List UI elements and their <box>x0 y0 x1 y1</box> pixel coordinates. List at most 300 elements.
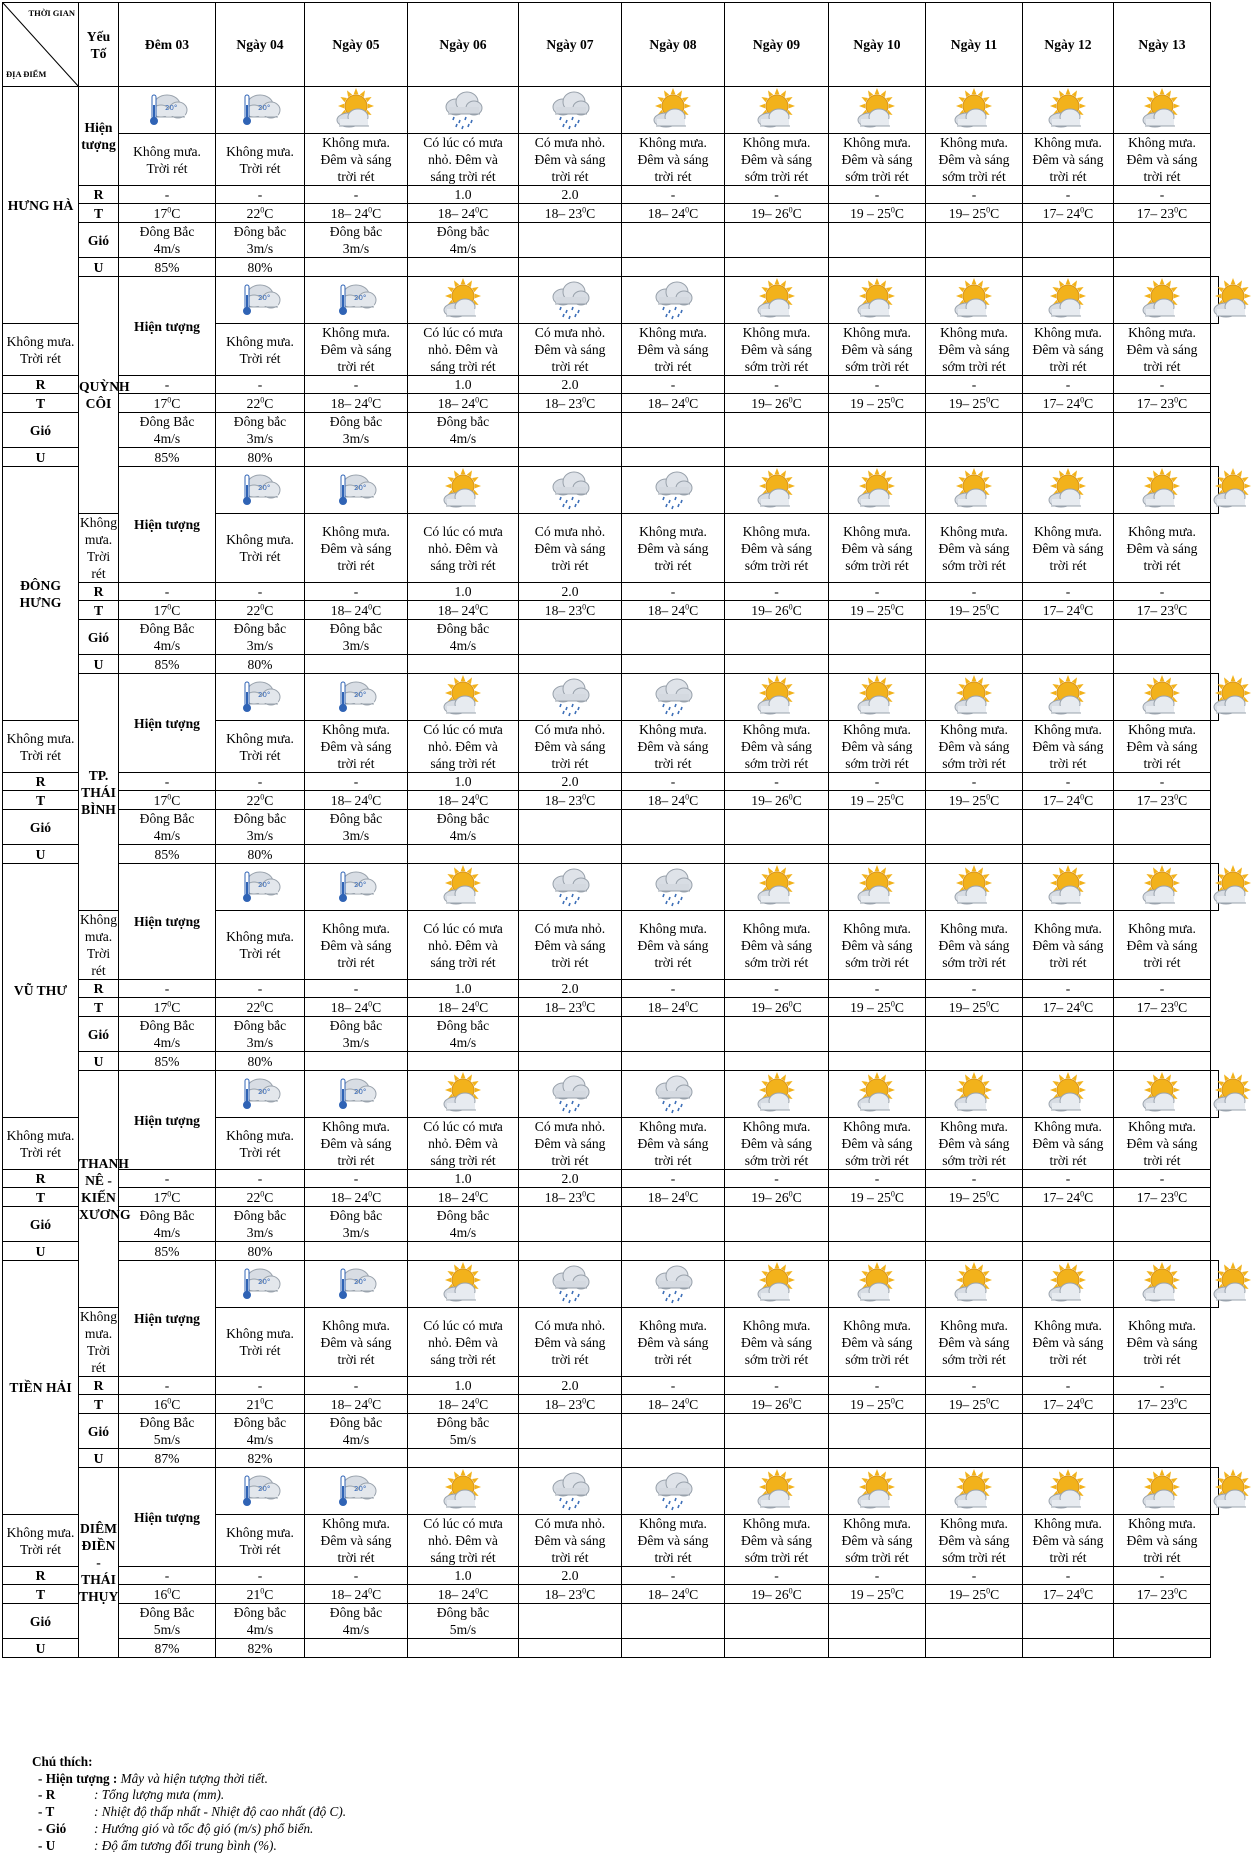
phenomenon-text: sớm trời rét <box>942 1351 1006 1367</box>
temperature-unit: C <box>894 1189 904 1205</box>
humidity-cell <box>519 1449 622 1468</box>
rain-cell: - <box>622 186 725 204</box>
degree-sign: 0 <box>475 601 480 611</box>
humidity-cell <box>519 655 622 674</box>
phenomenon-text: Có mưa nhỏ. <box>534 1119 606 1134</box>
temperature-cell <box>622 1395 725 1414</box>
weather-icon-cell <box>622 1468 725 1515</box>
phenomenon-cell <box>519 721 622 773</box>
temperature-value: 18– 24 <box>437 792 476 808</box>
temperature-row <box>3 791 1219 810</box>
temperature-value: 18– 23 <box>544 1189 583 1205</box>
wind-text: Đông Bắc <box>139 224 195 239</box>
day-header: Ngày 10 <box>829 3 926 87</box>
temperature-cell <box>216 1585 305 1604</box>
degree-sign: 0 <box>582 791 587 801</box>
temperature-unit: C <box>479 999 489 1015</box>
temperature-unit: C <box>479 792 489 808</box>
phenomenon-text: sớm trời rét <box>744 359 809 374</box>
degree-sign: 0 <box>1174 1395 1179 1405</box>
rain-cell: - <box>119 980 216 998</box>
rain-row <box>3 980 1219 998</box>
header-row <box>3 3 1219 87</box>
wind-text: 4m/s <box>246 1622 274 1637</box>
svg-text:20°: 20° <box>258 294 271 302</box>
temperature-value: 17 <box>153 1189 168 1205</box>
phenomenon-cell <box>926 1308 1023 1377</box>
phenomenon-text: Đêm và sáng <box>637 937 709 953</box>
degree-sign: 0 <box>1080 394 1085 404</box>
phenomenon-cell <box>1114 1515 1211 1567</box>
phenomenon-text: Trời rét <box>19 350 62 366</box>
wind-cell <box>408 223 519 258</box>
phenomenon-text: Đêm và sáng <box>1032 1533 1104 1548</box>
degree-sign: 0 <box>167 1395 172 1405</box>
temperature-cell <box>119 1188 216 1207</box>
humidity-cell <box>725 1242 829 1261</box>
weather-icon-cell <box>519 864 622 911</box>
wind-text: Đông bắc <box>233 1415 287 1430</box>
icon-row <box>3 1468 1219 1515</box>
humidity-cell: 80% <box>216 655 305 674</box>
wind-cell <box>622 1414 725 1449</box>
phenomenon-text: Đêm và sáng <box>320 342 392 357</box>
phenomenon-text: Trời rét <box>146 160 188 176</box>
temperature-value: 19 – 25 <box>850 999 891 1015</box>
humidity-cell <box>622 845 725 864</box>
wind-cell <box>725 1414 829 1449</box>
sun-cloud-icon <box>441 1074 485 1114</box>
phenomenon-text: trời rét <box>1143 1550 1181 1565</box>
humidity-cell <box>408 448 519 467</box>
humidity-row <box>3 1449 1219 1468</box>
temperature-cell <box>725 394 829 413</box>
phenomenon-cell <box>305 911 408 980</box>
degree-sign: 0 <box>986 394 991 404</box>
svg-text:20°: 20° <box>258 1088 271 1096</box>
temperature-unit: C <box>894 999 904 1015</box>
weather-icon-cell <box>519 674 622 721</box>
factor-gio: Gió <box>79 223 119 258</box>
humidity-row <box>3 1242 1219 1261</box>
phenomenon-text: Không mưa. <box>1034 1516 1102 1531</box>
icon-row <box>3 277 1219 324</box>
temperature-unit: C <box>171 999 181 1015</box>
wind-cell <box>408 413 519 448</box>
sun-cloud-icon <box>1211 1074 1255 1114</box>
factor-hien-tuong: Hiện tượng <box>119 674 216 773</box>
temperature-cell <box>119 601 216 620</box>
wind-cell <box>926 810 1023 845</box>
rain-cell: - <box>829 773 926 791</box>
temperature-unit: C <box>586 1586 596 1602</box>
rain-cloud-icon <box>548 279 592 321</box>
temperature-cell <box>926 394 1023 413</box>
weather-icon-cell <box>829 87 926 134</box>
weather-icon-cell <box>725 467 829 514</box>
temperature-unit: C <box>894 792 904 808</box>
rain-cell: - <box>119 1567 216 1585</box>
phenomenon-text: Đêm và sáng <box>741 1136 812 1151</box>
wind-text: 5m/s <box>449 1622 477 1637</box>
wind-row <box>3 810 1219 845</box>
sun-cloud-icon <box>952 1264 996 1304</box>
temperature-value: 19– 25 <box>948 1396 987 1412</box>
phenomenon-cell <box>725 911 829 980</box>
temperature-cell <box>622 1188 725 1207</box>
rain-cell: - <box>119 186 216 204</box>
wind-cell <box>622 1604 725 1639</box>
rain-cell: - <box>1114 376 1211 394</box>
rain-cell: - <box>725 1377 829 1395</box>
weather-icon-cell <box>829 1261 926 1308</box>
weather-icon-cell <box>408 674 519 721</box>
sun-cloud-icon <box>952 1074 996 1114</box>
humidity-cell <box>725 448 829 467</box>
temperature-value: 19 – 25 <box>850 602 891 618</box>
temperature-value: 19– 26 <box>751 999 789 1015</box>
rain-cell: - <box>622 1377 725 1395</box>
phenomenon-text: Đêm và sáng <box>534 1334 606 1350</box>
svg-text:20°: 20° <box>354 1278 367 1286</box>
wind-cell <box>622 1017 725 1052</box>
rain-cloud-icon <box>548 676 592 718</box>
phenomenon-text: trời rét <box>1049 756 1087 771</box>
temperature-value: 17– 23 <box>1136 1189 1175 1205</box>
temperature-row <box>3 1395 1219 1414</box>
factor-t: T <box>79 204 119 223</box>
humidity-cell <box>1023 448 1114 467</box>
sun-cloud-icon <box>441 1471 485 1511</box>
wind-cell <box>622 810 725 845</box>
temperature-unit: C <box>264 999 274 1015</box>
factor-t: T <box>3 791 79 810</box>
wind-cell <box>408 1414 519 1449</box>
phenomenon-text: trời rét <box>551 954 589 970</box>
humidity-cell <box>829 1639 926 1658</box>
humidity-cell <box>1023 1052 1114 1071</box>
degree-sign: 0 <box>368 394 373 404</box>
temperature-cell <box>305 1395 408 1414</box>
weather-icon-cell <box>622 674 725 721</box>
wind-text: 5m/s <box>153 1622 181 1637</box>
factor-hien-tuong: Hiện tượng <box>119 1261 216 1377</box>
humidity-cell <box>305 1449 408 1468</box>
note-key: - Gió <box>38 1820 67 1836</box>
rain-cell: - <box>725 1567 829 1585</box>
factor-gio: Gió <box>3 413 79 448</box>
phenomenon-text: trời rét <box>551 1153 589 1168</box>
degree-sign: 0 <box>1174 791 1179 801</box>
degree-sign: 0 <box>1080 1395 1085 1405</box>
phenomenon-text: Có lúc có mưa <box>423 1516 503 1531</box>
day-header: Ngày 09 <box>725 3 829 87</box>
phenomenon-text: trời rét <box>654 954 692 970</box>
temperature-value: 18– 24 <box>647 602 686 618</box>
rain-cloud-icon <box>548 1073 592 1115</box>
rain-cell: - <box>305 1170 408 1188</box>
wind-text: 4m/s <box>449 828 477 843</box>
temperature-unit: C <box>894 1396 904 1412</box>
weather-icon-cell <box>622 1261 725 1308</box>
phenomenon-text: Không mưa. <box>742 135 811 150</box>
phenomenon-text: Trời rét <box>86 1343 111 1375</box>
phenomenon-text: trời rét <box>551 1550 589 1565</box>
rain-cloud-icon <box>651 676 695 718</box>
phenomenon-cell <box>1114 1308 1211 1377</box>
temperature-cell <box>519 204 622 223</box>
temperature-cell <box>519 1395 622 1414</box>
sun-cloud-icon <box>1046 1074 1090 1114</box>
phenomenon-cell <box>926 514 1023 583</box>
humidity-cell <box>926 1052 1023 1071</box>
weather-icon-cell <box>1023 864 1114 911</box>
sun-cloud-icon <box>855 1471 899 1511</box>
degree-sign: 0 <box>685 204 690 214</box>
phenomenon-text: Không mưa. <box>6 730 75 746</box>
weather-icon-cell <box>519 467 622 514</box>
degree-sign: 0 <box>986 791 991 801</box>
wind-cell <box>926 223 1023 258</box>
rain-cell: - <box>119 1170 216 1188</box>
humidity-cell <box>725 845 829 864</box>
location-name: DIÊM ĐIỀN - THÁI THỤY <box>79 1468 119 1658</box>
wind-text: Đông Bắc <box>139 1415 195 1430</box>
weather-icon-cell <box>1114 674 1211 721</box>
temperature-unit: C <box>372 205 382 221</box>
rain-cell: - <box>216 1170 305 1188</box>
temperature-unit: C <box>171 395 181 411</box>
icon-row <box>3 864 1219 911</box>
note-sep: : <box>94 1820 99 1836</box>
temperature-cell <box>926 1188 1023 1207</box>
temperature-cell <box>408 1395 519 1414</box>
phenomenon-text: Không mưa. <box>226 730 294 746</box>
humidity-cell <box>408 1639 519 1658</box>
phenomenon-cell <box>622 1118 725 1170</box>
temperature-cell <box>1114 394 1211 413</box>
rain-cloud-icon <box>548 1470 592 1512</box>
weather-icon-cell <box>725 1071 829 1118</box>
phenomenon-text: trời rét <box>337 169 375 184</box>
degree-sign: 0 <box>890 204 895 214</box>
humidity-cell: 80% <box>216 845 305 864</box>
humidity-cell <box>1114 845 1211 864</box>
phenomenon-cell <box>926 1515 1023 1567</box>
degree-sign: 0 <box>685 601 690 611</box>
temperature-value: 18– 23 <box>544 792 583 808</box>
phenomenon-cell <box>725 1118 829 1170</box>
sun-cloud-icon <box>1046 280 1090 320</box>
weather-icon-cell <box>725 277 829 324</box>
icon-row <box>3 87 1219 134</box>
wind-cell <box>829 810 926 845</box>
temperature-cell <box>829 1585 926 1604</box>
weather-icon-cell <box>216 1071 305 1118</box>
sun-cloud-icon <box>1211 470 1255 510</box>
weather-icon-cell <box>305 467 408 514</box>
humidity-cell <box>926 1242 1023 1261</box>
phenomenon-text: sớm trời rét <box>744 756 809 771</box>
wind-cell <box>926 413 1023 448</box>
temperature-value: 19 – 25 <box>850 205 891 221</box>
phenomenon-text: Không mưa. <box>940 135 1008 150</box>
humidity-cell <box>926 1449 1023 1468</box>
degree-sign: 0 <box>368 1188 373 1198</box>
temperature-value: 19– 25 <box>948 1189 987 1205</box>
temperature-value: 19 – 25 <box>850 1396 891 1412</box>
temperature-value: 19– 26 <box>751 792 789 808</box>
phenomenon-text: Đêm và sáng <box>534 540 606 556</box>
factor-r: R <box>3 376 79 394</box>
temperature-unit: C <box>990 1396 1000 1412</box>
humidity-cell <box>622 258 725 277</box>
wind-cell <box>926 1207 1023 1242</box>
phenomenon-text: Không mưa. <box>226 333 294 349</box>
phenomenon-text: Đêm và sáng <box>741 1334 812 1350</box>
wind-cell <box>216 620 305 655</box>
phenomenon-cell <box>216 1118 305 1170</box>
wind-cell <box>119 810 216 845</box>
temperature-cell <box>1023 1188 1114 1207</box>
temperature-unit: C <box>586 395 596 411</box>
humidity-cell <box>829 845 926 864</box>
phenomenon-text: Không mưa. <box>940 920 1008 936</box>
phenomenon-text: Không mưa. <box>1128 523 1196 539</box>
temperature-unit: C <box>689 999 699 1015</box>
phenomenon-text: trời rét <box>1049 557 1087 573</box>
wind-text: Đông bắc <box>329 1208 383 1223</box>
rain-cell: 1.0 <box>408 1377 519 1395</box>
phenomenon-text: Không mưa. <box>742 1516 811 1531</box>
phenomenon-text: Không mưa. <box>322 135 390 150</box>
rain-row <box>3 1170 1219 1188</box>
degree-sign: 0 <box>260 601 265 611</box>
phenomenon-text: Không mưa. <box>226 532 294 547</box>
phenomenon-text: Không mưa. <box>322 722 390 737</box>
degree-sign: 0 <box>685 791 690 801</box>
temperature-cell <box>216 601 305 620</box>
rain-cell: 2.0 <box>519 1377 622 1395</box>
phenomenon-text: Không mưa. <box>1128 722 1196 737</box>
cold-cloud-icon <box>334 280 378 320</box>
phenomenon-text: Không mưa. <box>639 1119 707 1134</box>
phenomenon-text: trời rét <box>1143 756 1181 771</box>
factor-u: U <box>79 655 119 674</box>
phenomenon-text: Đêm và sáng <box>938 152 1010 167</box>
humidity-cell <box>1023 1449 1114 1468</box>
phenomenon-text: trời rét <box>1143 1351 1181 1367</box>
rain-cell: - <box>1023 1567 1114 1585</box>
degree-sign: 0 <box>368 998 373 1008</box>
phenomenon-text: Đêm và sáng <box>841 739 913 754</box>
wind-cell <box>829 1207 926 1242</box>
humidity-cell: 80% <box>216 258 305 277</box>
phenomenon-text: Trời rét <box>19 1144 62 1160</box>
temperature-unit: C <box>792 792 802 808</box>
temperature-cell <box>622 601 725 620</box>
rain-cell: - <box>1023 186 1114 204</box>
degree-sign: 0 <box>475 1188 480 1198</box>
weather-icon-cell <box>926 1071 1023 1118</box>
wind-text: 3m/s <box>246 638 274 653</box>
wind-text: 4m/s <box>153 1225 181 1240</box>
temperature-row <box>3 394 1219 413</box>
temperature-value: 19– 25 <box>948 792 987 808</box>
weather-icon-cell <box>1023 87 1114 134</box>
weather-icon-cell <box>216 1468 305 1515</box>
phenomenon-text: Đêm và sáng <box>637 152 709 167</box>
phenomenon-text: Không mưa. <box>742 722 811 737</box>
phenomenon-text: Đêm và sáng <box>938 1334 1010 1350</box>
wind-text: Đông bắc <box>233 811 287 826</box>
rain-cell: - <box>119 583 216 601</box>
temperature-unit: C <box>586 792 596 808</box>
phenomenon-text: Đêm và sáng <box>938 1533 1010 1548</box>
phenomenon-cell <box>622 514 725 583</box>
humidity-row <box>3 1639 1219 1658</box>
icon-row <box>3 674 1219 721</box>
phenomenon-text: Không mưa. <box>843 523 911 539</box>
humidity-cell <box>622 1052 725 1071</box>
cold-cloud-icon <box>334 1074 378 1114</box>
weather-icon-cell <box>1114 467 1211 514</box>
humidity-cell <box>519 258 622 277</box>
phenomenon-cell <box>519 1118 622 1170</box>
temperature-value: 18– 24 <box>330 395 369 411</box>
wind-cell <box>305 1207 408 1242</box>
temperature-unit: C <box>171 1396 181 1412</box>
factor-u: U <box>3 1639 79 1658</box>
weather-icon-cell <box>622 87 725 134</box>
temperature-cell <box>1114 1585 1211 1604</box>
day-header: Ngày 12 <box>1023 3 1114 87</box>
phenomenon-text: trời rét <box>654 1550 692 1565</box>
factor-r: R <box>79 980 119 998</box>
temperature-unit: C <box>1084 792 1094 808</box>
factor-hien-tuong: Hiện tượng <box>119 864 216 980</box>
phenomenon-text: trời rét <box>551 169 589 184</box>
wind-text: 3m/s <box>246 828 274 843</box>
humidity-cell <box>622 1449 725 1468</box>
temperature-value: 19– 26 <box>751 1189 789 1205</box>
phenomenon-text: Đêm và sáng <box>841 152 913 167</box>
phenomenon-text: Trời rét <box>239 350 281 366</box>
rain-row <box>3 1567 1219 1585</box>
humidity-cell <box>519 845 622 864</box>
sun-cloud-icon <box>755 1074 799 1114</box>
wind-cell <box>519 1017 622 1052</box>
sun-cloud-icon <box>855 1264 899 1304</box>
temperature-cell <box>119 204 216 223</box>
temperature-cell <box>926 791 1023 810</box>
phenomenon-text: nhỏ. Đêm và <box>428 739 498 754</box>
degree-sign: 0 <box>986 1395 991 1405</box>
humidity-cell: 85% <box>119 845 216 864</box>
phenomenon-cell <box>79 1308 119 1377</box>
humidity-cell: 87% <box>119 1639 216 1658</box>
factor-u: U <box>79 1449 119 1468</box>
rain-cell: 1.0 <box>408 186 519 204</box>
degree-sign: 0 <box>788 204 793 214</box>
rain-cell: 2.0 <box>519 583 622 601</box>
degree-sign: 0 <box>368 1395 373 1405</box>
phenomenon-text: Đêm và sáng <box>637 540 709 556</box>
weather-icon-cell <box>1114 277 1211 324</box>
phenomenon-text: Đêm và sáng <box>1126 1533 1198 1548</box>
rain-cell: - <box>622 773 725 791</box>
phenomenon-text: Có mưa nhỏ. <box>534 523 606 539</box>
